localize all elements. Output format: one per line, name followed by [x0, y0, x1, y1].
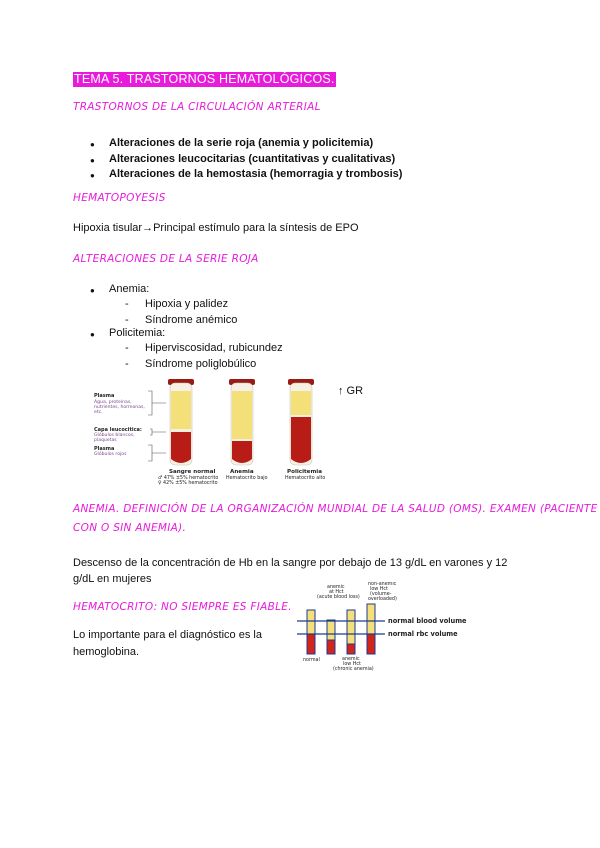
tube-label: Sangre normal [169, 469, 216, 475]
heading-hematopoyesis: HEMATOPOYESIS [73, 192, 166, 204]
fig-label: Glóbulos rojos [94, 452, 127, 457]
hematocrit-figure [295, 582, 495, 672]
hct-tube [347, 610, 355, 654]
tube-note: ♀ 42% ±5% hematocrito [158, 481, 218, 486]
fig2-label: normal [303, 658, 320, 663]
hematocrito-text [73, 627, 262, 661]
tube-label: Anemia [230, 469, 254, 475]
fig2-label: (chronic anemia) [333, 667, 374, 672]
page-title: TEMA 5. TRASTORNOS HEMATOLÓGICOS. [74, 72, 335, 86]
hct-tube [367, 604, 375, 654]
text-line: hemoglobina. [73, 646, 140, 658]
list-item-policitemia: ● Policitemia: [109, 326, 165, 342]
heading-line: ANEMIA. DEFINICIÓN DE LA ORGANIZACIÓN MUNDIAL DE LA SALUD (OMS). EXAMEN (PACIENTE [73, 503, 598, 515]
fig-label: Agua, proteínas, [94, 400, 132, 405]
heading-hematocrito: HEMATOCRITO: NO SIEMPRE ES FIABLE. [73, 601, 292, 613]
text-line: Lo importante para el diagnóstico es la [73, 629, 262, 641]
fig-label: Glóbulos blancos, [94, 433, 135, 438]
text-line: g/dL en mujeres [73, 573, 152, 585]
anemia-subitems [145, 297, 237, 328]
list-item: ● Alteraciones de la serie roja (anemia y policitemia) [109, 136, 402, 152]
heading-circulacion: TRASTORNOS DE LA CIRCULACIÓN ARTERIAL [73, 101, 321, 113]
hct-tube [327, 620, 335, 654]
poli-subitems [145, 341, 283, 372]
fig-label: nutrientes, hormonas, [94, 405, 145, 410]
sub-item: - Síndrome poliglobúlico [145, 357, 283, 373]
fig2-label: low Hct [343, 662, 361, 667]
gr-label: ↑ GR [338, 385, 364, 397]
fig2-label: (volume- [370, 592, 392, 597]
sub-item: - Hipoxia y palidez [145, 297, 237, 313]
tube-sub: Hematocrito alto [285, 476, 326, 481]
fig2-label: anemic [342, 657, 360, 662]
tube-note: ♂ 47% ±5% hematocrito [158, 476, 219, 481]
list-item-anemia: ● Anemia: [109, 282, 149, 298]
sub-item: - Hiperviscosidad, rubicundez [145, 341, 283, 357]
fig2-label: at Hct [329, 590, 344, 595]
fig-label: Capa leucocitica: [94, 427, 142, 433]
tube-label: Policitemia [287, 469, 322, 475]
tube-policitemia [288, 379, 314, 465]
fig2-label: anemic [327, 585, 345, 590]
list-item: ● Alteraciones leucocitarias (cuantitativas y cualitativas) [109, 152, 402, 168]
list-item: ● Alteraciones de la hemostasia (hemorragia y trombosis) [109, 167, 402, 183]
fig-label: Plasma [94, 446, 115, 452]
tube-sub: Hematocrito bajo [226, 476, 268, 481]
blood-tubes-figure [92, 375, 342, 487]
sec3-list-2 [109, 326, 165, 342]
fig2-label: (acute blood loss) [317, 595, 360, 600]
heading-anemia-oms [73, 503, 598, 534]
tube-anemia [229, 379, 255, 465]
fig2-label: non-anemic [368, 582, 397, 587]
normal-rbc-volume-label: normal rbc volume [388, 630, 458, 638]
heading-line: CON O SIN ANEMIA). [73, 522, 187, 534]
fig-label: Plasma [94, 393, 115, 399]
sec1-list [109, 136, 402, 183]
text-line: Descenso de la concentración de Hb en la sangre por debajo de 13 g/dL en varones y 12 [73, 557, 508, 569]
fig2-label: low Hct [370, 587, 388, 592]
heading-serie-roja: ALTERACIONES DE LA SERIE ROJA [73, 253, 259, 265]
hematopoyesis-text: Hipoxia tisular→Principal estímulo para la síntesis de EPO [73, 222, 359, 234]
fig2-label: overloaded) [368, 597, 397, 602]
fig-label: plaquetas [94, 438, 117, 443]
fig-label: etc. [94, 410, 103, 415]
sec3-list [109, 282, 149, 298]
hct-tube [307, 610, 315, 654]
tube-normal [168, 379, 194, 465]
sub-item: - Síndrome anémico [145, 313, 237, 329]
normal-blood-volume-label: normal blood volume [388, 617, 467, 625]
